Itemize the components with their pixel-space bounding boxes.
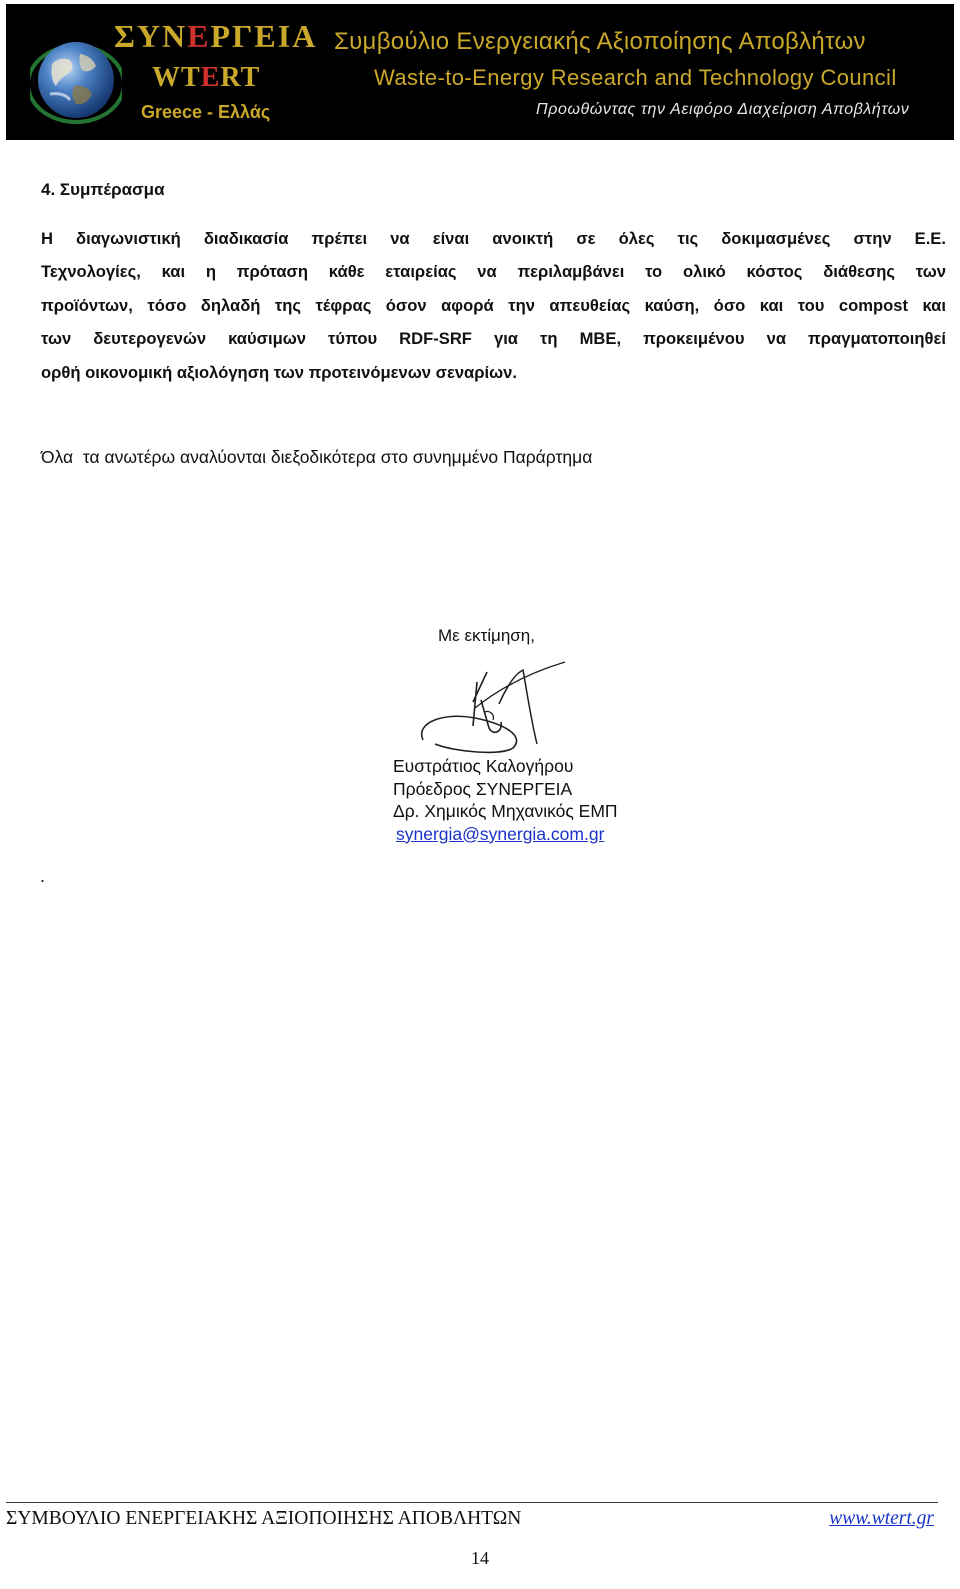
footer-divider: [6, 1502, 938, 1503]
page-number: 14: [471, 1548, 489, 1568]
council-motto: Προωθώντας την Αειφόρο Διαχείριση Αποβλήτων: [536, 101, 910, 118]
logo-region: Greece - Ελλάς: [141, 102, 271, 122]
paragraph-line: των δευτερογενών καύσιμων τύπου RDF-SRF για τη ΜΒΕ, προκειμένου να πραγματοποιηθεί: [41, 329, 946, 349]
appendix-note: Όλα τα ανωτέρω αναλύονται διεξοδικότερα στο συνημμένο Παράρτημα: [41, 447, 593, 467]
closing-greeting: Με εκτίμηση,: [438, 626, 535, 645]
header-banner: [6, 4, 954, 140]
paragraph-line: ορθή οικονομική αξιολόγηση των προτεινόμενων σεναρίων.: [41, 362, 517, 382]
paragraph-line: Τεχνολογίες, και η πρόταση κάθε εταιρείας να περιλαμβάνει το ολικό κόστος διάθεσης των: [41, 262, 946, 282]
paragraph-line: Η διαγωνιστική διαδικασία πρέπει να είναι ανοικτή σε όλες τις δοκιμασμένες στην Ε.Ε.: [41, 229, 946, 248]
trailing-mark: .: [40, 866, 46, 886]
signer-role: Πρόεδρος ΣΥΝΕΡΓΕΙΑ: [393, 778, 573, 799]
signer-name: Ευστράτιος Καλογήρου: [393, 756, 574, 776]
logo-subtitle: WTERT: [152, 62, 261, 93]
conclusion-paragraph: [41, 222, 946, 389]
council-name-greek: Συμβούλιο Ενεργειακής Αξιοποίησης Αποβλήτων: [334, 28, 866, 55]
signer-credentials: Δρ. Χημικός Μηχανικός ΕΜΠ: [393, 801, 618, 821]
paragraph-line: προϊόντων, τόσο δηλαδή της τέφρας όσον αφορά την απευθείας καύση, όσο και του compost και: [41, 295, 946, 315]
council-name-english: Waste-to-Energy Research and Technology Council: [374, 65, 897, 90]
handwritten-signature: [415, 652, 571, 756]
earth-globe-icon: [30, 34, 122, 126]
signer-email-link[interactable]: synergia@synergia.com.gr: [396, 823, 605, 844]
logo-title: ΣΥΝΕΡΓΕΙΑ: [114, 18, 318, 54]
footer-website-link[interactable]: www.wtert.gr: [829, 1508, 934, 1529]
signer-details: [393, 755, 618, 845]
section-title: 4. Συμπέρασμα: [41, 180, 165, 199]
footer-organization: ΣΥΜΒΟΥΛΙΟ ΕΝΕΡΓΕΙΑΚΗΣ ΑΞΙΟΠΟΙΗΣΗΣ ΑΠΟΒΛΗΤΩΝ: [6, 1508, 522, 1529]
